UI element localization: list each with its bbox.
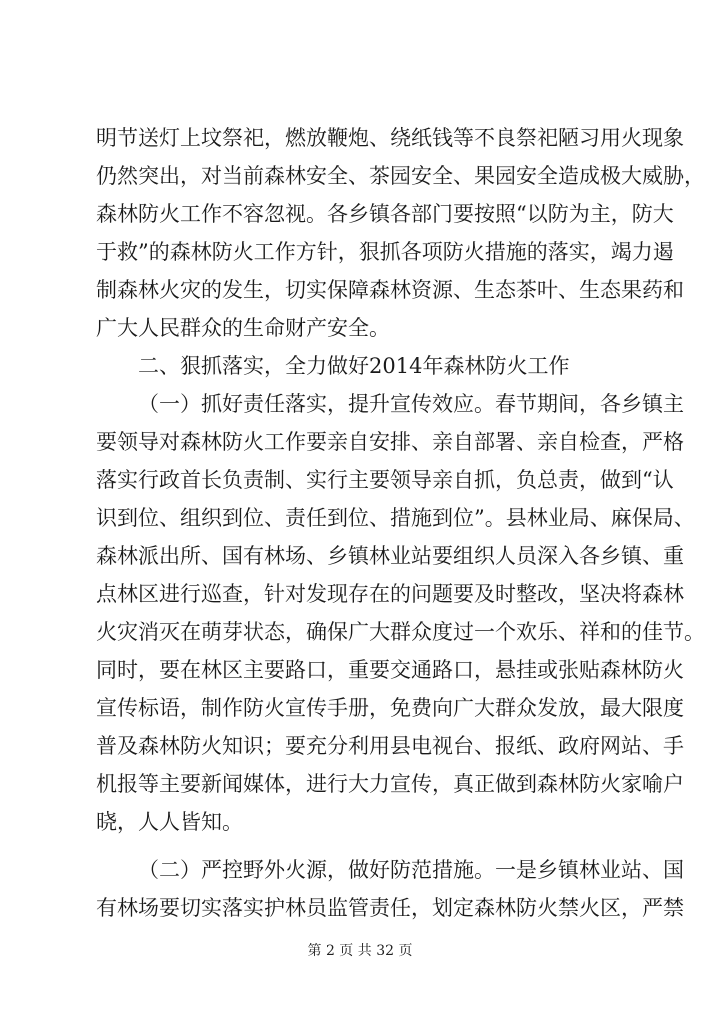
body-line-17: 普及森林防火知识；要充分利用县电视台、报纸、政府网站、手 <box>96 734 684 758</box>
section-heading: 二、狠抓落实，全力做好2014年森林防火工作 <box>138 354 570 378</box>
body-line-20: （二）严控野外火源，做好防范措施。一是乡镇林业站、国 <box>138 858 684 882</box>
body-line-3: 森林防火工作不容忽视。各乡镇各部门要按照“以防为主，防大 <box>96 202 674 226</box>
body-line-13: 点林区进行巡查，针对发现存在的问题要及时整改，坚决将森林 <box>96 582 684 606</box>
body-line-21: 有林场要切实落实护林员监管责任，划定森林防火禁火区，严禁 <box>96 896 684 920</box>
body-line-11: 识到位、组织到位、责任到位、措施到位”。县林业局、麻保局、 <box>96 506 695 530</box>
body-line-1: 明节送灯上坟祭祀，燃放鞭炮、绕纸钱等不良祭祀陋习用火现象 <box>96 126 684 150</box>
body-line-2: 仍然突出，对当前森林安全、茶园安全、果园安全造成极大威胁， <box>96 164 705 188</box>
body-line-15: 同时，要在林区主要路口，重要交通路口，悬挂或张贴森林防火 <box>96 658 684 682</box>
body-line-19: 晓，人人皆知。 <box>96 810 243 834</box>
body-line-9: 要领导对森林防火工作要亲自安排、亲自部署、亲自检查，严格 <box>96 430 684 454</box>
body-line-14: 火灾消灭在萌芽状态，确保广大群众度过一个欢乐、祥和的佳节。 <box>96 620 705 644</box>
page-footer: 第 2 页 共 32 页 <box>307 943 413 959</box>
body-line-12: 森林派出所、国有林场、乡镇林业站要组织人员深入各乡镇、重 <box>96 544 684 568</box>
body-line-6: 广大人民群众的生命财产安全。 <box>96 316 390 340</box>
body-line-18: 机报等主要新闻媒体，进行大力宣传，真正做到森林防火家喻户 <box>96 772 684 796</box>
body-line-16: 宣传标语，制作防火宣传手册，免费向广大群众发放，最大限度 <box>96 696 684 720</box>
body-line-10: 落实行政首长负责制、实行主要领导亲自抓，负总责，做到“认 <box>96 468 674 492</box>
body-line-5: 制森林火灾的发生，切实保障森林资源、生态茶叶、生态果药和 <box>96 278 684 302</box>
body-line-4: 于救”的森林防火工作方针，狠抓各项防火措施的落实，竭力遏 <box>96 240 674 264</box>
body-line-8: （一）抓好责任落实，提升宣传效应。春节期间，各乡镇主 <box>138 392 684 416</box>
